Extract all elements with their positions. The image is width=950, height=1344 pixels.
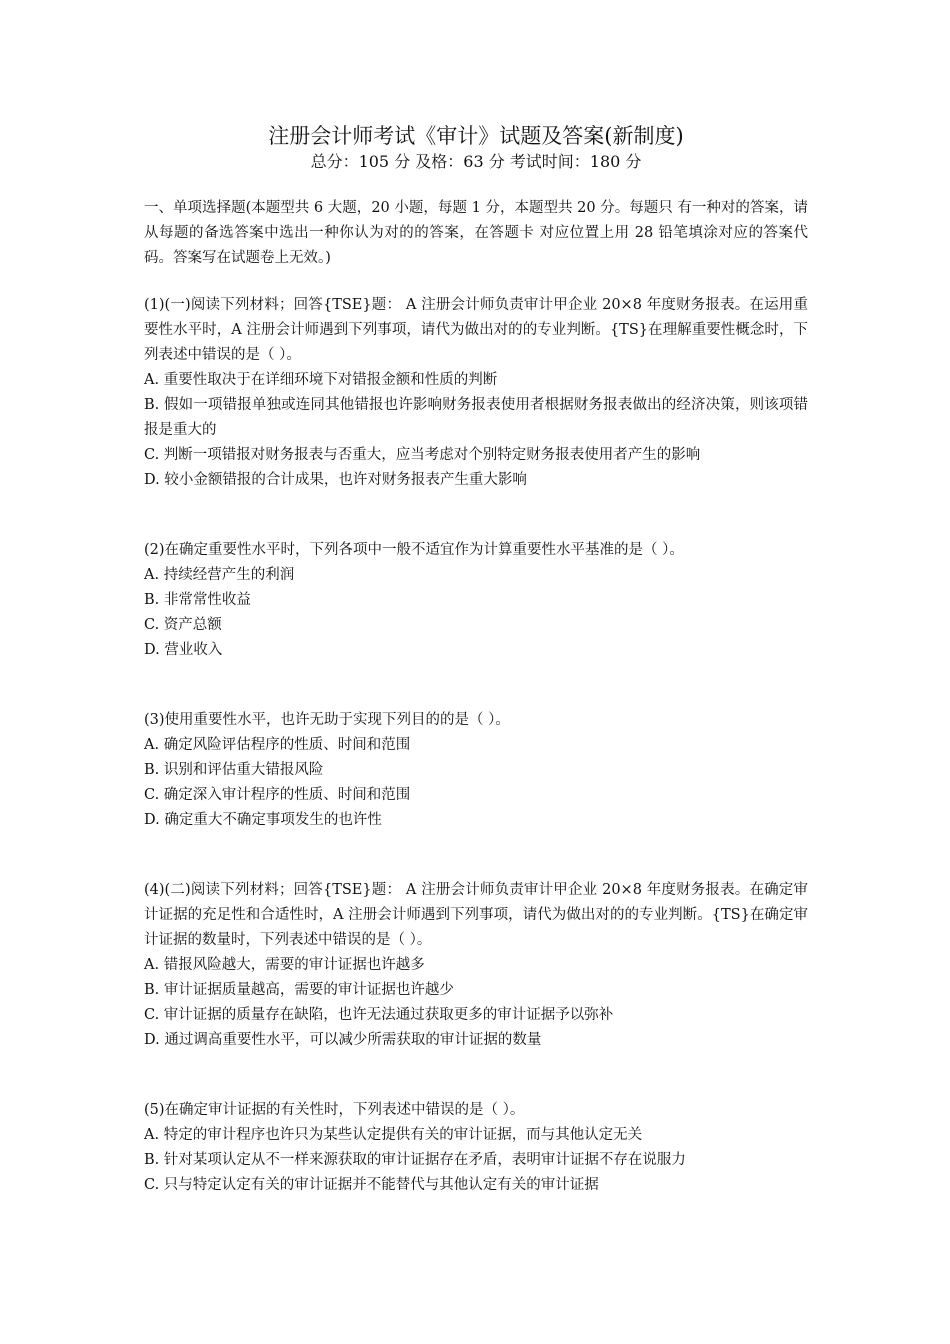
question-5 [144, 1098, 808, 1198]
option-a: A. 重要性取决于在详细环境下对错报金额和性质的判断 [144, 372, 498, 388]
option-a: A. 持续经营产生的利润 [144, 567, 295, 583]
document-body [144, 122, 808, 1243]
option-c: C. 确定深入审计程序的性质、时间和范围 [144, 787, 411, 803]
option-b: B. 识别和评估重大错报风险 [144, 762, 324, 778]
section-instructions: 一、单项选择题(本题型共 6 大题，20 小题，每题 1 分，本题型共 20 分。每题只 有一种对的答案，请从每题的备选答案中选出一种你认为对的的答案，在答题卡 对应位置上用 28 铅笔填涂对应的答案代码。答案写在试题卷上无效。) [144, 200, 808, 266]
option-d: D. 确定重大不确定事项发生的也许性 [144, 812, 382, 828]
question-stem: (2)在确定重要性水平时，下列各项中一般不适宜作为计算重要性水平基准的是（ ）。 [144, 542, 684, 558]
option-b: B. 非常常性收益 [144, 592, 251, 608]
question-stem: (4)(二)阅读下列材料；回答{TSE}题： A 注册会计师负责审计甲企业 20×8 年度财务报表。在确定审计证据的充足性和合适性时，A 注册会计师遇到下列事项，请代为做出对的的专业判断。{TS}在确定审计证据的数量时，下列表述中错误的是（ ）。 [144, 882, 808, 948]
question-1 [144, 293, 808, 493]
option-a: A. 错报风险越大，需要的审计证据也许越多 [144, 957, 425, 973]
question-3 [144, 708, 808, 833]
option-b: B. 假如一项错报单独或连同其他错报也许影响财务报表使用者根据财务报表做出的经济决策，则该项错报是重大的 [144, 397, 808, 438]
question-stem: (3)使用重要性水平，也许无助于实现下列目的的是（ ）。 [144, 712, 510, 728]
option-b: B. 针对某项认定从不一样来源获取的审计证据存在矛盾，表明审计证据不存在说服力 [144, 1152, 686, 1168]
document-title: 注册会计师考试《审计》试题及答案(新制度) [268, 124, 684, 148]
option-d: D. 较小金额错报的合计成果，也许对财务报表产生重大影响 [144, 472, 527, 488]
option-a: A. 确定风险评估程序的性质、时间和范围 [144, 737, 411, 753]
option-b: B. 审计证据质量越高，需要的审计证据也许越少 [144, 982, 454, 998]
question-2 [144, 538, 808, 663]
option-d: D. 营业收入 [144, 642, 223, 658]
question-stem: (5)在确定审计证据的有关性时，下列表述中错误的是（ ）。 [144, 1102, 525, 1118]
option-a: A. 特定的审计程序也许只为某些认定提供有关的审计证据，而与其他认定无关 [144, 1127, 643, 1143]
question-stem: (1)(一)阅读下列材料；回答{TSE}题： A 注册会计师负责审计甲企业 20×8 年度财务报表。在运用重要性水平时，A 注册会计师遇到下列事项，请代为做出对的的专业判断。{TS}在理解重要性概念时，下列表述中错误的是（ ）。 [144, 297, 808, 363]
option-c: C. 资产总额 [144, 617, 222, 633]
question-4 [144, 878, 808, 1053]
option-c: C. 审计证据的质量存在缺陷，也许无法通过获取更多的审计证据予以弥补 [144, 1007, 614, 1023]
exam-info: 总分：105 分 及格：63 分 考试时间：180 分 [310, 152, 642, 171]
option-c: C. 判断一项错报对财务报表与否重大，应当考虑对个别特定财务报表使用者产生的影响 [144, 447, 701, 463]
option-c: C. 只与特定认定有关的审计证据并不能替代与其他认定有关的审计证据 [144, 1177, 599, 1193]
option-d: D. 通过调高重要性水平，可以减少所需获取的审计证据的数量 [144, 1032, 542, 1048]
